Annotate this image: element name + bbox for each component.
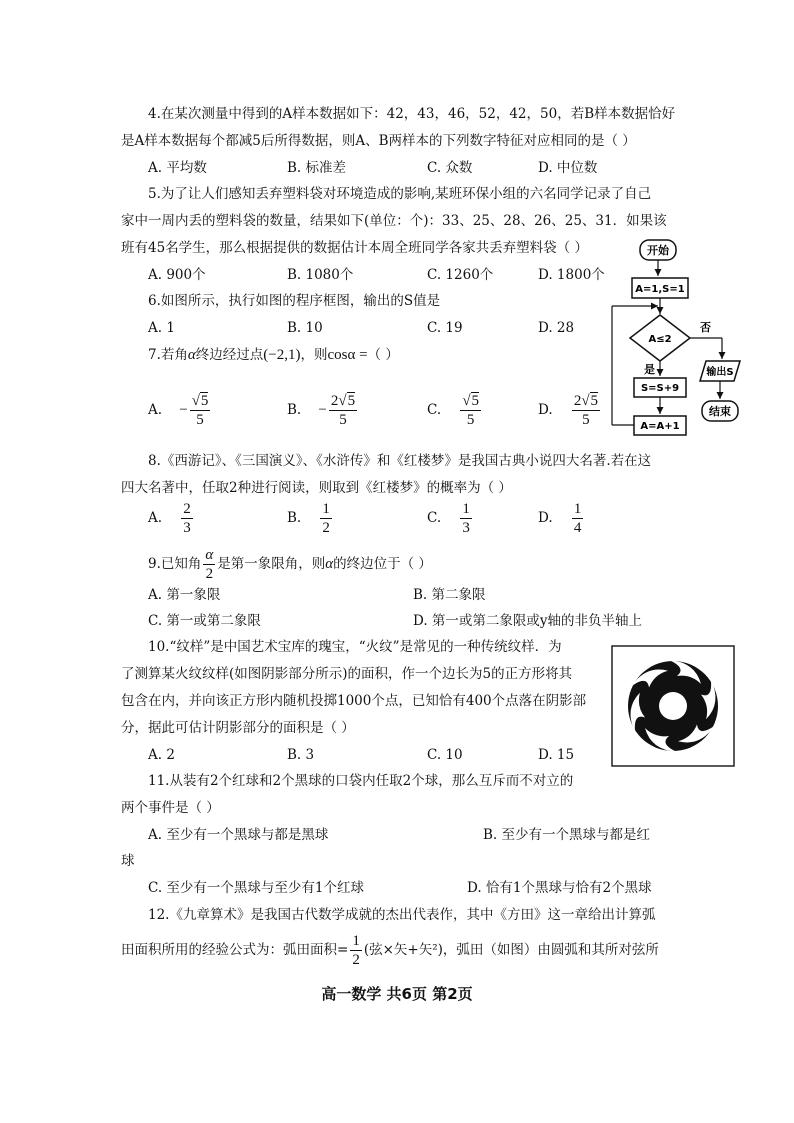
q9-suffix: 的终边位于（ ）: [333, 556, 432, 572]
q8-b-frac: [320, 500, 332, 537]
q12-suffix: ，弧田（如图）由圆弧和其所对弦所: [442, 942, 659, 958]
q5-option-b: B. 1080个: [287, 267, 354, 283]
q5-line3: 班有45名学生，那么根据提供的数据估计本周全班同学各家共丢弃塑料袋（ ）: [121, 240, 588, 256]
q9-option-c: C. 第一或第二象限: [148, 613, 261, 629]
q12-line2: [121, 932, 659, 969]
q7-b-num: 5: [347, 393, 356, 409]
q10-line1: 10.“纹样”是中国艺术宝库的瑰宝，“火纹”是常见的一种传统纹样．为: [148, 639, 562, 655]
flowchart-output-label: 输出S: [706, 367, 734, 378]
q10-line2: 了测算某火纹纹样(如图阴影部分所示)的面积，作一个边长为5的正方形将其: [121, 666, 573, 682]
q9-middle: 是第一象限角，则: [217, 556, 326, 572]
q8-c-frac: [460, 500, 472, 537]
q4-option-b: B. 标准差: [287, 160, 347, 176]
q7-b-label: B.: [287, 402, 302, 418]
q10-line3: 包含在内，并向该正方形内随机投掷1000个点，已知恰有400个点落在阴影部: [121, 693, 587, 709]
flowchart-end-label: 结束: [709, 405, 731, 418]
q7-c-label: C.: [427, 402, 442, 418]
q7-prefix: 7.若角: [148, 347, 188, 363]
q8-d-num: 1: [573, 501, 582, 517]
q7-a-sign: −: [179, 402, 188, 418]
q8-d-frac: [572, 500, 584, 537]
q4-option-a: A. 平均数: [148, 160, 207, 176]
q7-cos: cosα =: [327, 347, 368, 363]
q8-c-num: 1: [462, 501, 470, 517]
q8-option-c: [427, 500, 474, 537]
q9-frac-num: α: [205, 547, 214, 563]
q9-stem: [148, 546, 432, 583]
q7-option-a: [148, 392, 212, 429]
q6-option-c: C. 19: [427, 320, 463, 336]
q10-option-c: C. 10: [427, 747, 463, 763]
q8-option-b: [287, 500, 334, 537]
q9-option-a: A. 第一象限: [148, 587, 221, 603]
q12-formula: (弦×矢+矢²): [363, 942, 443, 958]
q7-d-den: 5: [582, 412, 590, 428]
q12-prefix: 田面积所用的经验公式为：弧田面积=: [121, 942, 349, 958]
q11-option-b: B. 至少有一个黑球与都是红: [483, 827, 651, 843]
q8-line1: 8.《西游记》、《三国演义》、《水浒传》和《红楼梦》是我国古典小说四大名著.若在这: [148, 453, 652, 469]
q6-option-b: B. 10: [287, 320, 323, 336]
flowchart-diagram: [600, 235, 760, 445]
q8-c-den: 3: [462, 520, 470, 536]
q8-a-frac: [181, 500, 193, 537]
q7-b-den: 5: [339, 412, 347, 428]
flowchart-condition-label: A≤2: [648, 334, 672, 345]
q6-option-a: A. 1: [148, 320, 175, 336]
q8-d-den: 4: [573, 520, 582, 536]
q8-a-label: A.: [148, 510, 163, 526]
q7-a-num: 5: [200, 393, 209, 409]
q4-line2: 是A样本数据每个都减5后所得数据，则A、B两样本的下列数字特征对应相同的是（ ）: [121, 133, 636, 149]
q4-line1: 4.在某次测量中得到的A样本数据如下：42，43，46，52，42，50，若B样本数据恰好: [148, 106, 676, 122]
q8-c-label: C.: [427, 510, 442, 526]
q7-option-b: [287, 392, 359, 429]
q9-option-b: B. 第二象限: [413, 587, 486, 603]
q11-option-c: C. 至少有一个黑球与至少有1个红球: [148, 880, 365, 896]
q6-line1: 6.如图所示，执行如图的程序框图，输出的S值是: [148, 293, 441, 309]
flowchart-update-s-label: S=S+9: [640, 383, 680, 394]
q10-line4: 分，据此可估计阴影部分的面积是（ ）: [121, 720, 355, 736]
q5-line2: 家中一周内丢的塑料袋的数量，结果如下(单位：个)：33、25、28、26、25、31．如果该: [121, 213, 667, 229]
q7-d-frac: $\frac{2√5}{5}$: [573, 393, 599, 428]
q7-c-num: 5: [471, 393, 480, 409]
q8-b-den: 2: [322, 520, 330, 536]
q6-option-d: D. 28: [538, 320, 575, 336]
q10-option-b: B. 3: [287, 747, 315, 763]
q7-d-num: 5: [590, 393, 599, 409]
flowchart-update-a-label: A=A+1: [640, 421, 680, 432]
q9-alpha: α: [325, 556, 334, 572]
q7-a-label: A.: [148, 402, 163, 418]
fire-pattern-figure: [611, 645, 735, 767]
q9-prefix: 9.已知角: [148, 556, 202, 572]
q9-option-d: D. 第一或第二象限或y轴的非负半轴上: [413, 613, 643, 629]
q7-a-den: 5: [196, 412, 204, 428]
q7-comma: ，则: [300, 347, 328, 363]
q5-option-a: A. 900个: [148, 267, 206, 283]
flowchart-yes-label: 是: [644, 363, 655, 376]
q5-option-c: C. 1260个: [427, 267, 494, 283]
q7-blank: （ ）: [367, 347, 399, 363]
q8-b-num: 1: [322, 501, 330, 517]
q7-b-sign: −: [318, 402, 327, 418]
q7-option-d: [538, 392, 602, 429]
q11-line1: 11.从装有2个红球和2个黑球的口袋内任取2个球，那么互斥而不对立的: [148, 773, 574, 789]
q7-b-frac: $\frac{2√5}{5}$: [330, 393, 356, 428]
page-footer: 高一数学 共6页 第2页: [321, 985, 473, 1003]
q7-stem: [148, 345, 399, 365]
q12-frac: [350, 932, 362, 969]
q12-line1: 12.《九章算术》是我国古代数学成就的杰出代表作，其中《方田》这一章给出计算弧: [148, 907, 656, 923]
flowchart-start-label: 开始: [647, 244, 669, 257]
q9-frac-den: 2: [205, 566, 214, 582]
q7-middle: 终边经过点: [195, 347, 264, 363]
q11-option-a: A. 至少有一个黑球与都是黑球: [148, 827, 329, 843]
q5-line1: 5.为了让人们感知丢弃塑料袋对环境造成的影响,某班环保小组的六名同学记录了自己: [148, 186, 652, 202]
q7-option-c: [427, 392, 483, 429]
q8-option-d: [538, 500, 585, 537]
q7-alpha: α: [187, 347, 196, 363]
q12-frac-den: 2: [352, 952, 360, 968]
q5-option-d: D. 1800个: [538, 267, 605, 283]
q7-b-coef: 2: [330, 393, 339, 409]
q10-option-d: D. 15: [538, 747, 575, 763]
q7-a-frac: $\frac{√5}{5}$: [191, 393, 209, 428]
q11-option-d: D. 恰有1个黑球与恰有2个黑球: [467, 880, 652, 896]
flowchart-init-label: A=1,S=1: [635, 284, 685, 295]
q8-d-label: D.: [538, 510, 553, 526]
q4-option-d: D. 中位数: [538, 160, 598, 176]
q4-option-c: C. 众数: [427, 160, 473, 176]
q8-a-num: 2: [183, 501, 191, 517]
q8-a-den: 3: [183, 520, 191, 536]
q9-frac: [203, 546, 215, 583]
q8-b-label: B.: [287, 510, 302, 526]
q7-c-den: 5: [466, 412, 475, 428]
q12-frac-num: 1: [352, 933, 360, 949]
q11-option-b-wrap: 球: [121, 853, 135, 869]
q7-point: (−2,1): [263, 347, 301, 363]
q8-line2: 四大名著中，任取2种进行阅读，则取到《红楼梦》的概率为（ ）: [121, 480, 512, 496]
q7-d-coef: 2: [573, 393, 582, 409]
flowchart-no-label: 否: [700, 321, 711, 334]
q7-d-label: D.: [538, 402, 553, 418]
q8-option-a: [148, 500, 195, 537]
q10-option-a: A. 2: [148, 747, 175, 763]
q7-c-frac: $\frac{√5}{5}$: [462, 393, 480, 428]
q11-line2: 两个事件是（ ）: [121, 800, 220, 816]
